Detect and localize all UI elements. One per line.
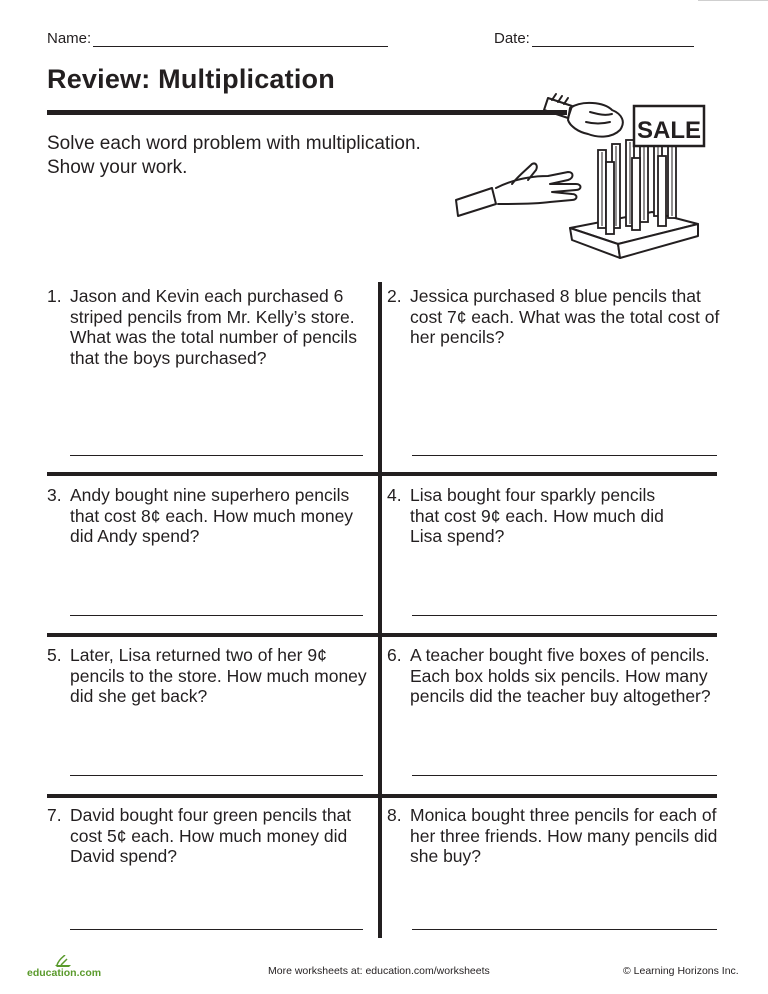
problem-number: 7. — [47, 805, 62, 825]
problem-line: What was the total number of pencils — [70, 327, 357, 347]
problem-line: that cost 8¢ each. How much money — [70, 505, 354, 526]
problem-line: Later, Lisa returned two of her 9¢ — [70, 645, 327, 665]
problem-line: did Andy spend? — [70, 526, 200, 546]
problem-line: Andy bought nine superhero pencils — [70, 485, 350, 505]
instructions-line-2: Show your work. — [47, 157, 188, 178]
answer-line-3[interactable] — [70, 615, 363, 616]
hand-buying-pencils-icon — [452, 92, 718, 270]
copyright: © Learning Horizons Inc. — [623, 965, 739, 977]
name-line[interactable] — [93, 32, 388, 47]
answer-line-5[interactable] — [70, 775, 363, 776]
problem-number: 4. — [387, 485, 402, 505]
instructions — [47, 132, 467, 180]
problem-line: Jessica purchased 8 blue pencils that — [410, 286, 701, 306]
date-label: Date: — [494, 30, 530, 47]
problem-line: Each box holds six pencils. How many — [410, 665, 708, 686]
date-line[interactable] — [532, 32, 694, 47]
problem-line: striped pencils from Mr. Kelly’s store. — [70, 306, 355, 327]
answer-line-7[interactable] — [70, 929, 363, 930]
footer-link[interactable]: More worksheets at: education.com/worksheets — [268, 965, 490, 977]
problem-grid — [47, 282, 720, 938]
problem-number: 6. — [387, 645, 402, 665]
answer-line-8[interactable] — [412, 929, 717, 930]
name-field[interactable] — [47, 30, 388, 47]
corner-mark — [698, 0, 768, 1]
problem-line: David bought four green pencils that — [70, 805, 352, 825]
problem-line: pencils to the store. How much money — [70, 665, 367, 686]
problem-line: Monica bought three pencils for each of — [410, 805, 717, 825]
problem-line: Lisa bought four sparkly pencils — [410, 485, 656, 505]
problem-line: did she get back? — [70, 686, 208, 706]
horizontal-divider-2 — [47, 633, 717, 637]
problem-number: 3. — [47, 485, 62, 505]
problem-line: she buy? — [410, 846, 482, 866]
problem-line: that cost 9¢ each. How much did — [410, 505, 664, 526]
problem-line: pencils did the teacher buy altogether? — [410, 686, 711, 706]
problem-line: cost 7¢ each. What was the total cost of — [410, 306, 720, 327]
problem-line: cost 5¢ each. How much money did — [70, 825, 348, 846]
horizontal-divider-3 — [47, 794, 717, 798]
answer-line-4[interactable] — [412, 615, 717, 616]
page-title: Review: Multiplication — [47, 64, 335, 94]
answer-line-2[interactable] — [412, 455, 717, 456]
horizontal-divider-1 — [47, 472, 717, 476]
problem-line: David spend? — [70, 846, 178, 866]
problem-line: her three friends. How many pencils did — [410, 825, 718, 846]
instructions-line-1: Solve each word problem with multiplication. — [47, 133, 421, 154]
problem-line: Lisa spend? — [410, 526, 505, 546]
problem-line: that the boys purchased? — [70, 347, 267, 368]
date-field[interactable] — [494, 30, 694, 47]
problem-number: 8. — [387, 805, 402, 825]
problem-line: Jason and Kevin each purchased 6 — [70, 286, 344, 306]
name-label: Name: — [47, 30, 92, 47]
problem-number: 5. — [47, 645, 62, 665]
problem-number: 1. — [47, 286, 62, 306]
answer-line-6[interactable] — [412, 775, 717, 776]
vertical-divider — [378, 282, 382, 938]
answer-line-1[interactable] — [70, 455, 363, 456]
problem-line: A teacher bought five boxes of pencils. — [410, 645, 710, 665]
logo-text[interactable]: education.com — [27, 967, 102, 979]
footer — [0, 955, 768, 985]
sale-sign-text: SALE — [636, 117, 702, 144]
header-row — [47, 30, 692, 50]
problem-line: her pencils? — [410, 327, 505, 347]
problem-number: 2. — [387, 286, 402, 306]
